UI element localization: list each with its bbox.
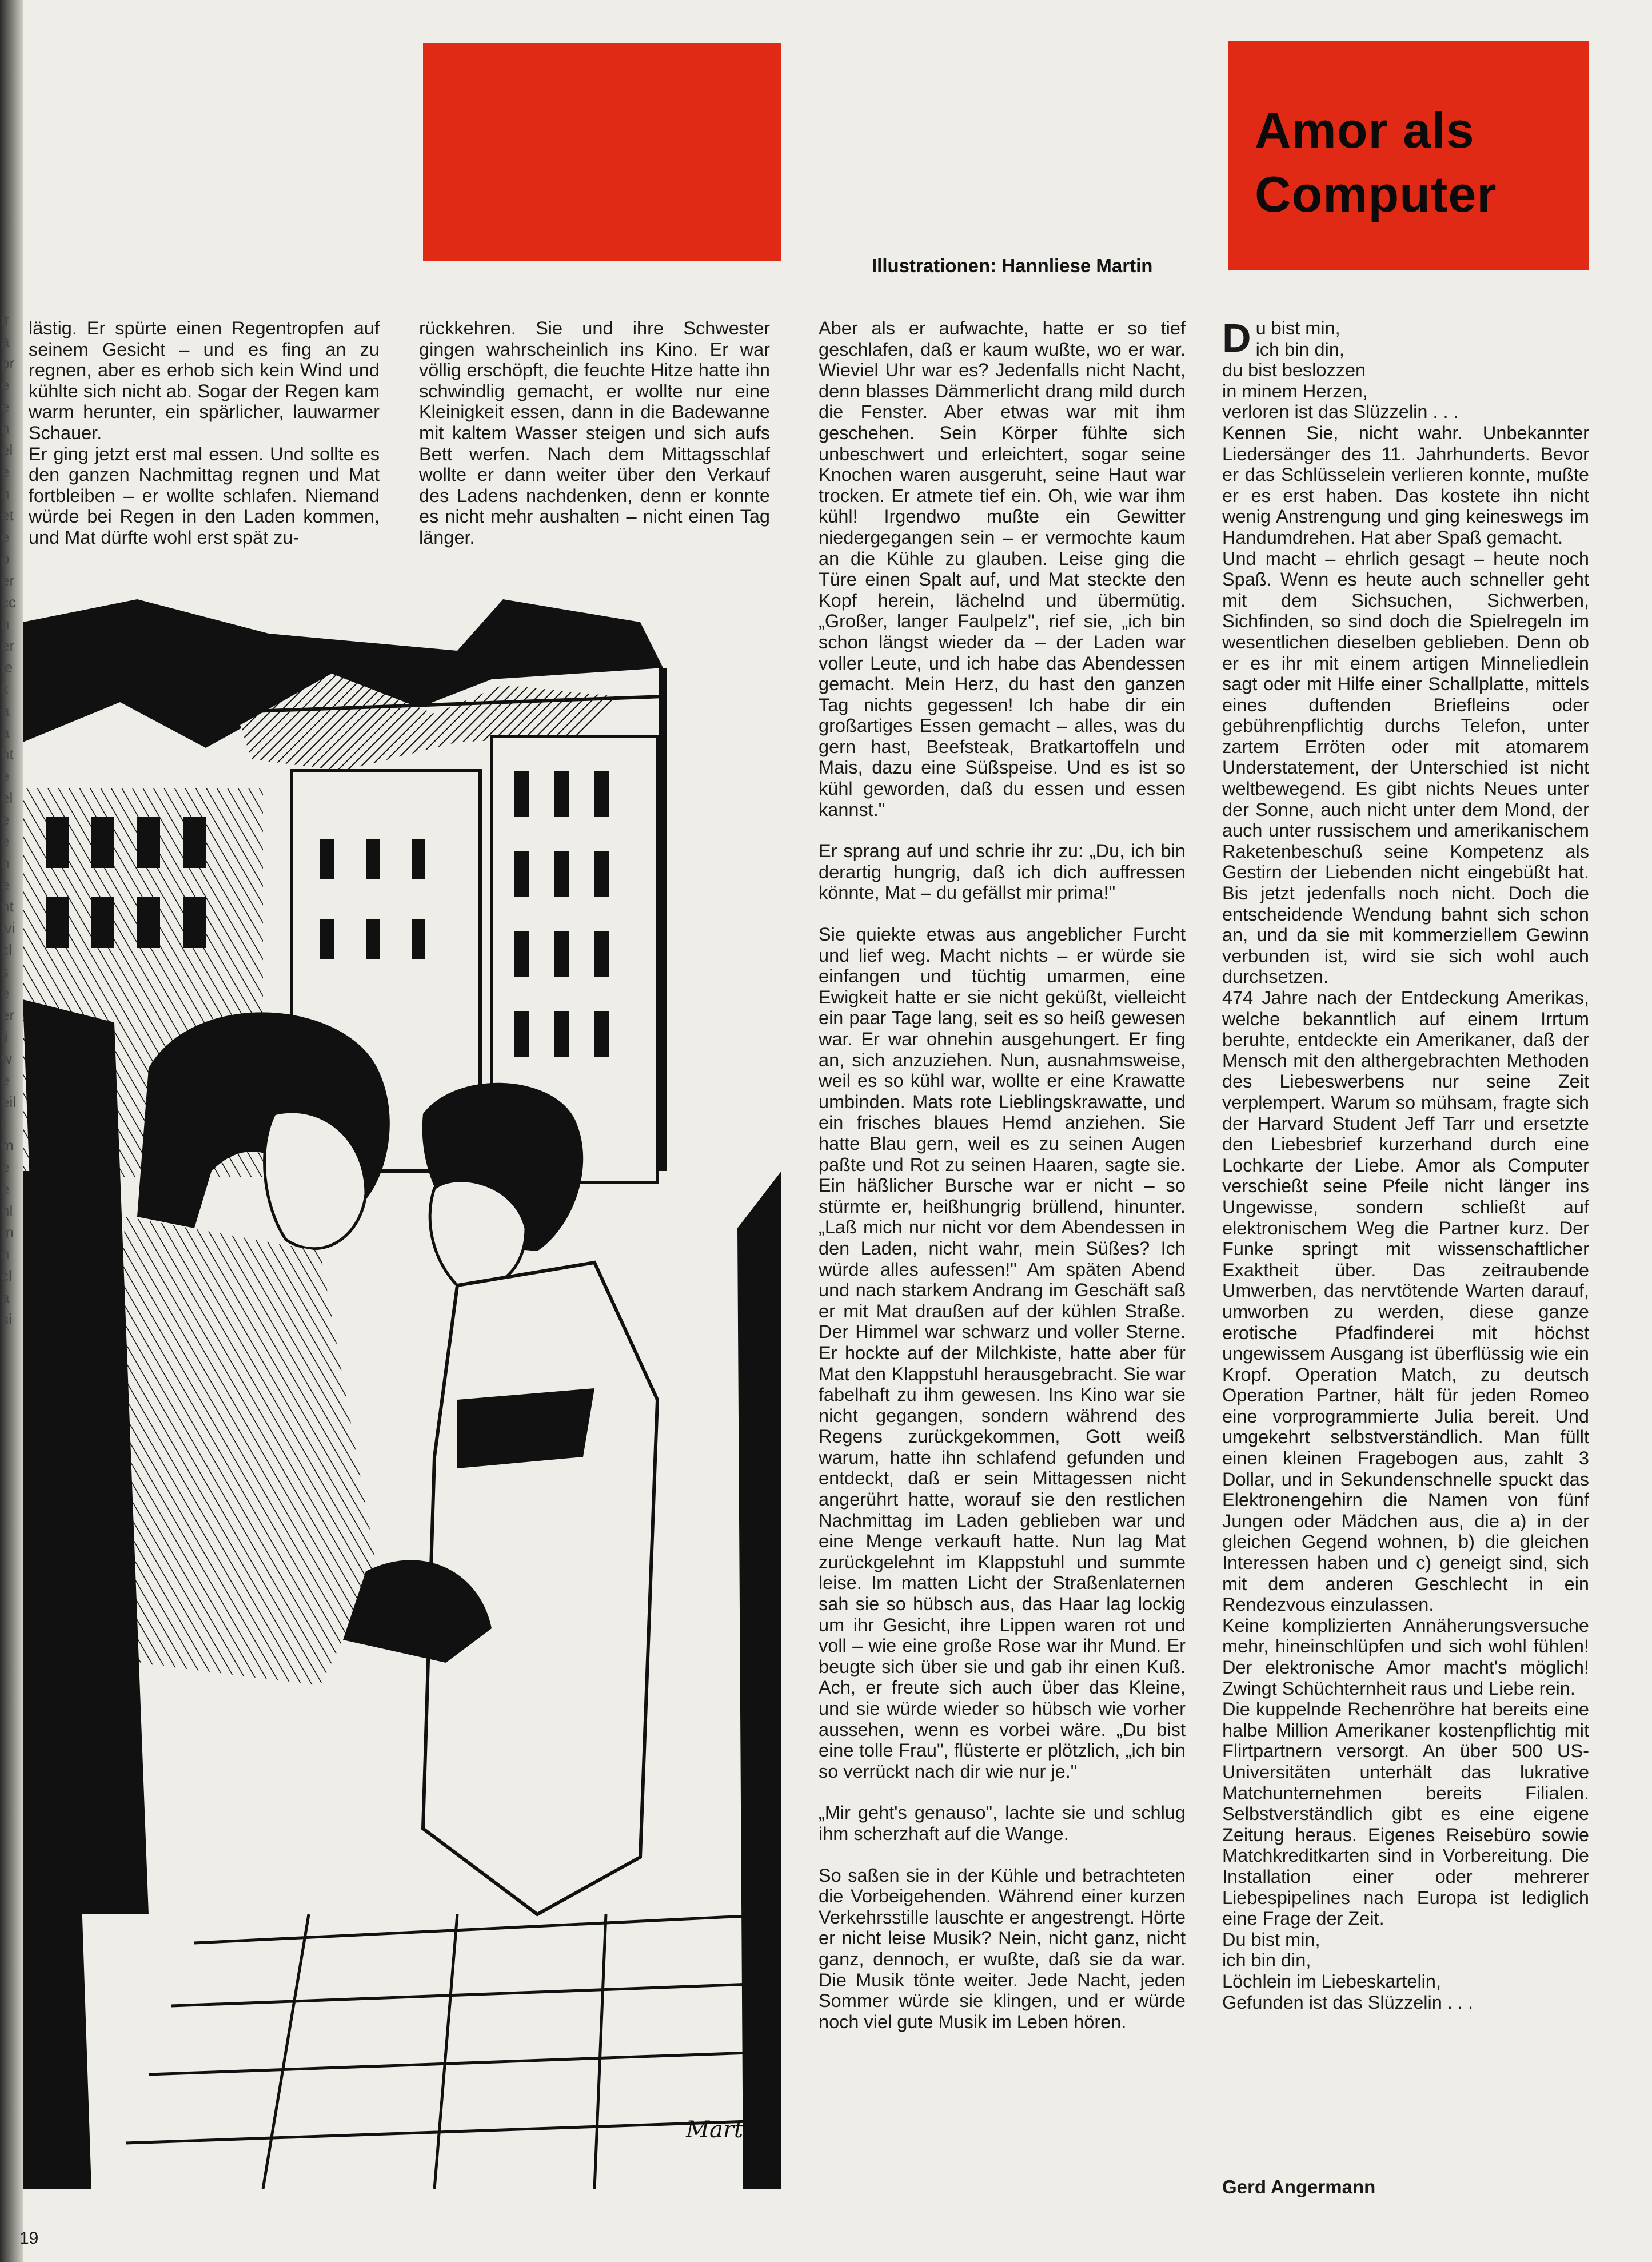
- poem-closing: [1222, 1929, 1589, 2013]
- spine-bleed-text: irapreeneleneteperccneriekaahteeleenentiviclseeriiweeilimeenlmnclasi: [1, 311, 16, 1328]
- paragraph: Und macht – ehrlich gesagt – heute noch Spaß. Wenn es heute auch schneller geht mit dem Sichsuchen, Sichwerben, Sichfinden, so sind doch die Spielregeln im wesentlichen dieselben geblieben. Denn ob er es ihr mit einem artigen Minneliedlein sagt oder mit Hilfe einer Schallplatte, mittels eines duftenden Briefleins oder gebührenpflichtig durchs Telefon, unter zartem Erröten oder mit atomarem Understatement, der Unterschied ist nicht weltbewegend. Es gibt nichts Neues unter der Sonne, auch nicht unter dem Mond, der auch unter russischem und amerikanischem Raketenbeschuß seine Kompetenz als Gestirn der Liebenden nicht eingebüßt hat. Bis jetzt jedenfalls noch nicht. Doch die entscheidende Wendung bahnt sich schon an, und da sie mit kommerziellem Gewinn verbunden ist, wird sie sich wohl auch durchsetzen.: [1222, 548, 1589, 987]
- paragraph: lästig. Er spürte einen Regentropfen auf seinem Gesicht – und es fing an zu regnen, aber es erhob sich kein Wind und kühlte sich nicht ab. Sogar der Regen kam warm herunter, ein spärlicher, lauwarmer Schauer.: [29, 318, 380, 443]
- paragraph: rückkehren. Sie und ihre Schwester gingen wahrscheinlich ins Kino. Er war völlig erschöpft, die feuchte Hitze hatte ihn schwindlig gemacht, er wollte nur eine Kleinigkeit essen, dann in die Badewanne mit kaltem Wasser steigen und sich aufs Bett werfen. Nach dem Mittagsschlaf wollte er dann weiter über den Verkauf des Ladens nachdenken, denn er konnte es nicht mehr aushalten – nicht einen Tag länger.: [419, 318, 770, 548]
- paragraph: „Mir geht's genauso", lachte sie und schlug ihm scherzhaft auf die Wange.: [819, 1802, 1186, 1844]
- text-column-2: [419, 318, 770, 548]
- poem-line: Gefunden ist das Slüzzelin . . .: [1222, 1992, 1473, 2013]
- red-block-left: [423, 43, 781, 261]
- illustration-credit: Illustrationen: Hannliese Martin: [872, 255, 1153, 276]
- poem-line: u bist min,: [1255, 318, 1340, 338]
- artist-signature: Martin: [686, 2117, 765, 2143]
- paragraph: Kennen Sie, nicht wahr. Unbekannter Liedersänger des 11. Jahrhunderts. Bevor er das Schlüsselein verlieren konnte, mußte er es erst haben. Das kostete ihn nicht wenig Anstrengung und ging keineswegs im Handumdrehen. Hat aber Spaß gemacht.: [1222, 422, 1589, 548]
- drop-cap: D: [1222, 316, 1251, 360]
- paragraph: So saßen sie in der Kühle und betrachteten die Vorbeigehenden. Während einer kurzen Verkehrsstille lauschte er angestrengt. Hörte er nicht leise Musik? Nein, nicht ganz, nicht ganz, dennoch, er wußte, daß sie da war. Die Musik tönte weiter. Jede Nacht, jeden Sommer würde sie klingen, und er würde noch viel gute Musik im Leben hören.: [819, 1865, 1186, 2032]
- poem-opening: [1222, 318, 1589, 423]
- paragraph: Sie quiekte etwas aus angeblicher Furcht und lief weg. Macht nichts – er würde sie einfangen und tüchtig umarmen, eine Ewigkeit hatte er sie nicht geküßt, vielleicht ein paar Tage lang, seit es so heiß gewesen war. Er war ohnehin ausgehungert. Er fing an, sich anzuziehen. Nun, ausnahmsweise, weil es so kühl war, wollte er eine Krawatte umbinden. Mats rote Lieblingskrawatte, und ein frisches blaues Hemd anziehen. Sie hatte Blau gern, weil es zu seinen Augen paßte und Rot zu seinen Haaren, sagte sie. Ein häßlicher Bursche war er nicht – so stürmte er, heißhungrig brüllend, hinunter. „Laß mich nur nicht vor dem Abendessen in den Laden, nicht wahr, mein Süßes? Ich würde alles aufessen!" Am späten Abend und nach starkem Andrang im Geschäft saß er mit Mat draußen auf der kühlen Straße. Der Himmel war schwarz und voller Sterne. Er hockte auf der Milchkiste, hatte aber für Mat den Klappstuhl herausgebracht. Sie war fabelhaft zu ihm gewesen. Ins Kino war sie nicht gegangen, sondern während des Regens zurückgekommen, Gott weiß warum, hatte ihn schlafend gefunden und entdeckt, daß er sein Mittagessen nicht angerührt hatte, worauf sie den restlichen Nachmittag im Laden geblieben war und eine Menge verkauft hatte. Nun lag Mat zurückgelehnt im Klappstuhl und summte leise. Im matten Licht der Straßenlaternen sah sie so hübsch aus, das Haar lag lockig um ihr Gesicht, ihre Lippen waren rot und voll – wie eine große Rose war ihr Mund. Er beugte sich über sie und gab ihr einen Kuß. Ach, er freute sich auch über das Kleine, und sie würde wieder so hübsch wie vorher aussehen, wenn es vorbei wäre. „Du bist eine tolle Frau", flüsterte er plötzlich, „ich bin so verrückt nach dir wie nur je.": [819, 924, 1186, 1782]
- pavement: [126, 1914, 781, 2189]
- text-column-3: [819, 318, 1186, 2032]
- paragraph: Er sprang auf und schrie ihr zu: „Du, ich bin derartig hungrig, daß ich dich auffressen könnte, Mat – du gefällst mir prima!": [819, 841, 1186, 903]
- article-title: Amor als Computer: [1255, 102, 1497, 222]
- paragraph: Er ging jetzt erst mal essen. Und sollte es den ganzen Nachmittag regnen und Mat fortbleiben – er wollte schlafen. Niemand würde bei Regen in den Laden kommen, und Mat dürfte wohl erst spät zu-: [29, 443, 380, 548]
- paragraph: Aber als er aufwachte, hatte er so tief geschlafen, daß er kaum wußte, wo er war. Wieviel Uhr war es? Jedenfalls nicht Nacht, denn blasses Dämmerlicht drang mild durch die Fenster. Aber etwas war mit ihm geschehen. Sein Körper fühlte sich unbeschwert und erleichtert, sogar seine Knochen waren ausgeruht, seine Haut war trocken. Er atmete tief ein. Oh, wie war ihm kühl! Irgendwo mußte ein Gewitter niedergegangen sein – er vermochte kaum an die Kühle zu glauben. Leise ging die Türe einen Spalt auf, und Mat steckte den Kopf herein, lächelnd und übermütig. „Großer, langer Faulpelz", rief sie, „ich bin schon längst wieder da – der Laden war voller Leute, und ich habe das Abendessen gemacht. Mein Herz, du hast den ganzen Tag nichts gegessen! Ich habe dir ein großartiges Essen gemacht – alles, was du gern hast, Beefsteak, Bratkartoffeln und Mais, dazu eine Süßspeise. Und es ist so kühl geworden, daß du essen und essen kannst.": [819, 318, 1186, 820]
- poem-line: ich bin din,: [1255, 338, 1344, 360]
- paragraph: Die kuppelnde Rechenröhre hat bereits eine halbe Million Amerikaner kostenpflichtig mit Flirtpartnern versorgt. An über 500 US-Universitäten unterhält das lukrative Matchunternehmen bereits Filialen. Selbstverständlich gibt es eine eigene Zeitung heraus. Eigenes Reisebüro sowie Matchkreditkarten sind in Vorbereitung. Die Installation einer oder mehrerer Liebespipelines nach Europa ist lediglich eine Frage der Zeit.: [1222, 1699, 1589, 1929]
- poem-line: verloren ist das Slüzzelin . . .: [1222, 401, 1459, 423]
- poem-line: du bist beslozzen: [1222, 360, 1366, 381]
- text-column-4: [1222, 318, 1589, 2013]
- paragraph: 474 Jahre nach der Entdeckung Amerikas, welche bekanntlich auf einem Irrtum beruhte, entdeckte ein Amerikaner, daß der Mensch mit den althergebrachten Methoden des Liebeswerbens nur seine Zeit verplempert. Warum so mühsam, fragte sich der Harvard Student Jeff Tarr und ersetzte den Liebesbrief kurzerhand durch eine Lochkarte der Liebe. Amor als Computer verschießt seine Pfeile nicht länger ins Ungewisse, sondern schließt auf elektronischem Weg die Partner kurz. Der Funke springt mit wissenschaftlicher Exaktheit über. Das zeitraubende Umwerben, das nervtötende Warten darauf, umworben zu werden, diese ganze erotische Pfadfinderei mit höchst ungewissem Ausgang ist überflüssig wie ein Kropf. Operation Match, zu deutsch Operation Partner, hält für jeden Romeo eine vorprogrammierte Julia bereit. Und umgekehrt selbstverständlich. Man füllt einen kleinen Fragebogen aus, zahlt 3 Dollar, und in Sekundenschnelle spuckt das Elektronengehirn die Namen von fünf Jungen oder Mädchen aus, die a) in der gleichen Gegend wohnen, b) die gleichen Interessen haben und c) geneigt sind, sich mit dem anderen Geschlecht in ein Rendezvous einzulassen.: [1222, 987, 1589, 1615]
- paragraph: Keine komplizierten Annäherungsversuche mehr, hineinschlüpfen und sich wohl fühlen! Der elektronische Amor macht's möglich! Zwingt Schüchternheit raus und Liebe rein.: [1222, 1615, 1589, 1699]
- poem-line: ich bin din,: [1222, 1950, 1311, 1971]
- essay-body: [1222, 423, 1589, 1929]
- poem-line: Löchlein im Liebeskartelin,: [1222, 1970, 1441, 1992]
- man-figure: [343, 1083, 657, 1914]
- author-byline: Gerd Angermann: [1222, 2176, 1376, 2197]
- page-number: 19: [19, 2229, 39, 2248]
- text-column-1: [29, 318, 380, 548]
- poem-line: in minem Herzen,: [1222, 380, 1368, 401]
- ink-illustration-couple-street: [23, 599, 781, 2189]
- poem-line: Du bist min,: [1222, 1929, 1320, 1950]
- woman-figure: [23, 999, 390, 2189]
